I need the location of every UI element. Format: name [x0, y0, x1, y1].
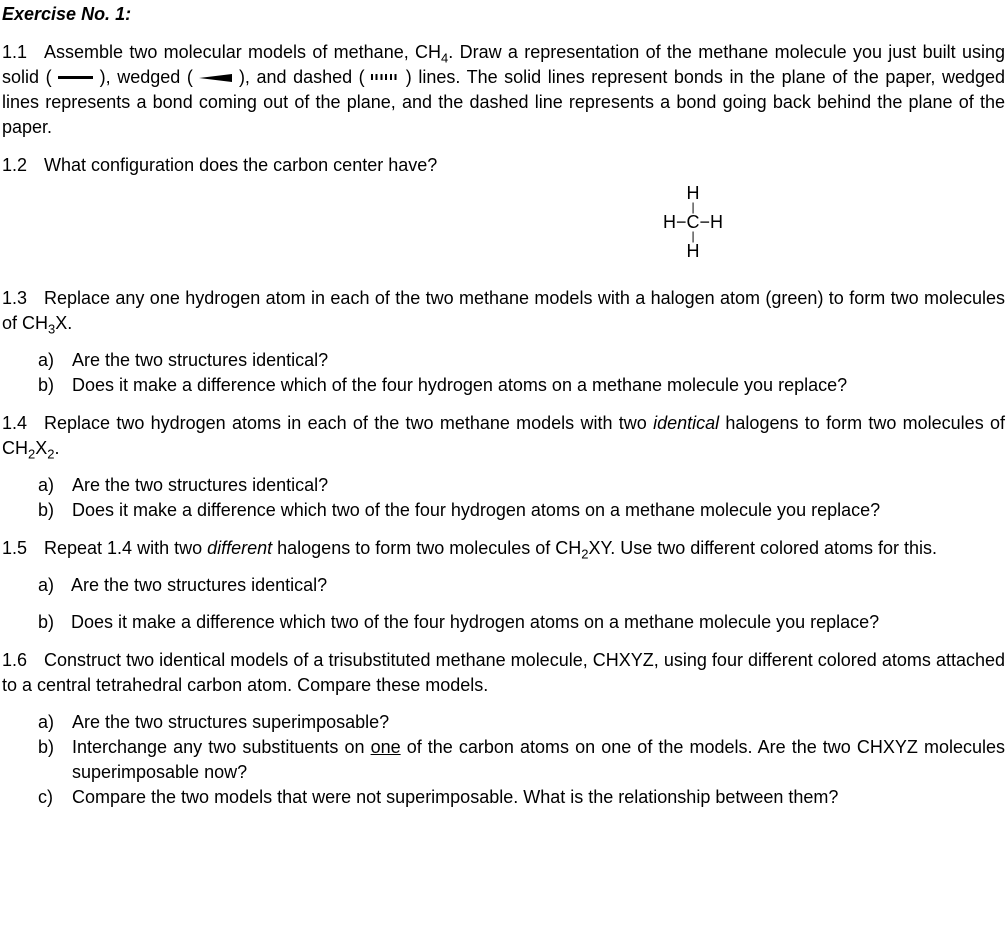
- section-1-6-items: [2, 710, 1005, 810]
- text-run: Are the two structures identical?: [72, 350, 329, 370]
- section-1-3-items: [2, 348, 1005, 398]
- section-number: 1.4: [2, 413, 28, 433]
- text-run: Compare the two models that were not superimposable. What is the relationship between them?: [72, 787, 839, 807]
- section-1-3-paragraph: [2, 286, 1005, 336]
- list-item: [2, 348, 1005, 373]
- text-run: . Draw a representation of the methane molecule you just built using solid (: [2, 42, 1005, 87]
- item-marker: b): [38, 612, 55, 632]
- text-run: X.: [55, 313, 73, 333]
- section-1-5-paragraph: [2, 536, 1005, 561]
- text-run: ), wedged (: [93, 67, 200, 87]
- item-marker: b): [38, 737, 55, 757]
- solid-line-icon: [58, 76, 93, 79]
- list-item: [2, 373, 1005, 398]
- subscript: 4: [441, 50, 449, 66]
- text-run: Repeat 1.4 with two: [44, 538, 208, 558]
- text-run: XY. Use two different colored atoms for this.: [588, 538, 938, 558]
- text-run: Replace two hydrogen atoms in each of the two methane models with two: [44, 413, 654, 433]
- text-run: ), and dashed (: [232, 67, 372, 87]
- list-item: [2, 710, 1005, 735]
- text-run: Does it make a difference which two of the four hydrogen atoms on a methane molecule you replace?: [71, 612, 880, 632]
- text-run: What configuration does the carbon center have?: [44, 155, 438, 175]
- section-1-2-paragraph: [2, 153, 1005, 178]
- text-run: halogens to form two molecules of CH: [272, 538, 582, 558]
- text-run: Are the two structures identical?: [71, 575, 328, 595]
- text-run: Does it make a difference which of the four hydrogen atoms on a methane molecule you replace?: [72, 375, 848, 395]
- text-run: of the carbon atoms on one of the models. Are the two CHXYZ molecules superimposable now?: [72, 737, 1006, 782]
- dashed-line-icon: [371, 74, 399, 80]
- section-1-1-paragraph: [2, 40, 1005, 140]
- italic-text: different: [207, 538, 273, 558]
- item-marker: a): [38, 475, 55, 495]
- bond-line: |: [691, 200, 695, 214]
- bond-line: |: [691, 229, 695, 243]
- subscript: 3: [48, 321, 56, 337]
- methane-structural-formula: [2, 185, 1005, 273]
- item-marker: a): [38, 712, 55, 732]
- formula-line: H−C−H: [662, 212, 724, 232]
- sections-container: [2, 40, 1005, 810]
- item-marker: a): [38, 350, 55, 370]
- section-number: 1.2: [2, 155, 28, 175]
- formula-line: H: [686, 241, 700, 261]
- subscript: 2: [47, 446, 55, 462]
- section-1-4-paragraph: [2, 411, 1005, 461]
- item-marker: b): [38, 375, 55, 395]
- wedge-icon: [199, 74, 232, 82]
- underlined-text: one: [370, 737, 401, 757]
- list-item: [2, 735, 1005, 785]
- subscript: 2: [28, 446, 36, 462]
- text-run: ) lines. The solid lines represent bonds in the plane of the paper, wedged lines represents a bond coming out of the plane, and the dashed line represents a bond going back behind the plane of the paper.: [2, 67, 1006, 137]
- section-1-6-paragraph: [2, 648, 1005, 698]
- text-run: Are the two structures identical?: [72, 475, 329, 495]
- subscript: 2: [581, 546, 589, 562]
- section-1-4-items: [2, 473, 1005, 523]
- section-number: 1.5: [2, 538, 28, 558]
- section-number: 1.6: [2, 650, 28, 670]
- text-run: Construct two identical models of a trisubstituted methane molecule, CHXYZ, using four different colored atoms attached to a central tetrahedral carbon atom. Compare these models.: [2, 650, 1005, 695]
- list-item: [2, 573, 1005, 598]
- text-run: Does it make a difference which two of the four hydrogen atoms on a methane molecule you replace?: [72, 500, 881, 520]
- text-run: Assemble two molecular models of methane, CH: [44, 42, 442, 62]
- item-marker: a): [38, 575, 55, 595]
- text-run: Interchange any two substituents on: [72, 737, 371, 757]
- italic-text: identical: [653, 413, 720, 433]
- text-run: Are the two structures superimposable?: [72, 712, 390, 732]
- list-item: [2, 785, 1005, 810]
- text-run: .: [54, 438, 60, 458]
- formula-box: [651, 185, 735, 259]
- text-run: halogens to form two molecules of CH: [2, 413, 1005, 458]
- list-item: [2, 610, 1005, 635]
- section-number: 1.3: [2, 288, 28, 308]
- list-item: [2, 473, 1005, 498]
- text-run: Replace any one hydrogen atom in each of the two methane models with a halogen atom (green) to form two molecules of CH: [2, 288, 1005, 333]
- text-run: X: [35, 438, 48, 458]
- section-number: 1.1: [2, 42, 28, 62]
- item-marker: b): [38, 500, 55, 520]
- formula-line: H: [686, 183, 700, 203]
- list-item: [2, 498, 1005, 523]
- item-marker: c): [38, 787, 53, 807]
- exercise-title: Exercise No. 1:: [2, 4, 132, 24]
